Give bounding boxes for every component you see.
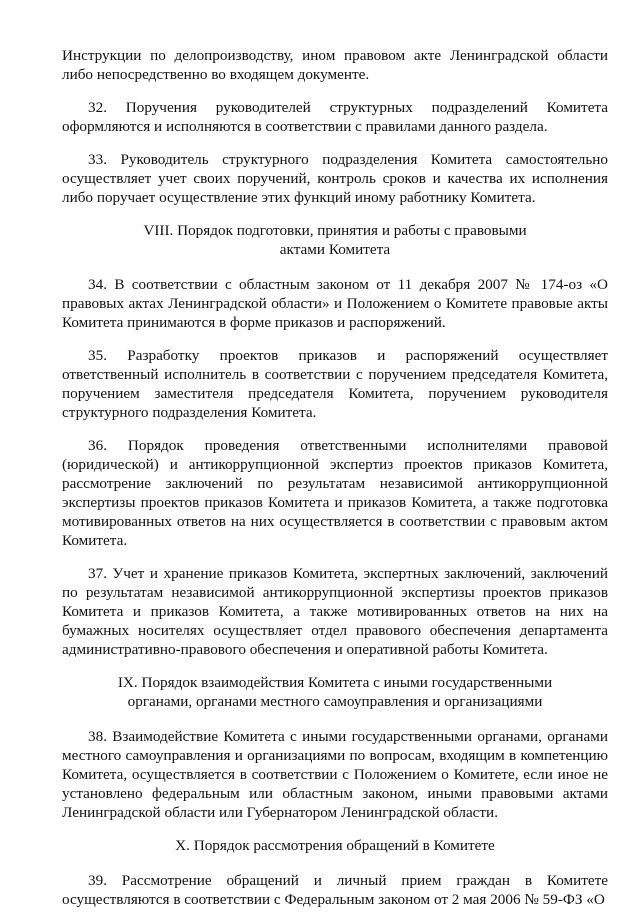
- section-heading-ix-line1: IX. Порядок взаимодействия Комитета с иными государственными: [117, 674, 553, 691]
- paragraph-32: 32. Поручения руководителей структурных подразделений Комитета оформляются и исполняются в соответствии с правилами данного раздела.: [62, 99, 608, 135]
- paragraph-33: 33. Руководитель структурного подразделения Комитета самостоятельно осуществляет учет своих поручений, контроль сроков и качества их исполнения либо поручает осуществление этих функций иному работнику Комитета.: [62, 151, 608, 206]
- section-heading-viii-line1: VIII. Порядок подготовки, принятия и работы с правовыми: [143, 222, 527, 239]
- paragraph-39: 39. Рассмотрение обращений и личный прием граждан в Комитете осуществляются в соответствии с Федеральным законом от 2 мая 2006 № 59-ФЗ «О: [62, 872, 608, 908]
- section-heading-ix: [62, 673, 608, 711]
- paragraph-36: 36. Порядок проведения ответственными исполнителями правовой (юридической) и антикоррупционной экспертиз проектов приказов Комитета, рассмотрение заключений по результатам независимой антикоррупционной экспертизы проектов приказов Комитета и приказов Комитета, а также подготовка мотивированных ответов на них осуществляется в соответствии с правовым актом Комитета.: [62, 437, 608, 549]
- paragraph-37: 37. Учет и хранение приказов Комитета, экспертных заключений, заключений по результатам независимой антикоррупционной экспертизы проектов приказов Комитета и приказов Комитета, а также мотивированных ответов на них на бумажных носителях осуществляет отдел правового обеспечения департамента административно-правового обеспечения и оперативной работы Комитета.: [62, 565, 608, 658]
- section-heading-ix-line2: органами, органами местного самоуправления и организациями: [127, 693, 543, 710]
- document-body: [62, 46, 608, 923]
- section-heading-viii: [62, 221, 608, 259]
- section-heading-x: [62, 836, 608, 855]
- paragraph-35: 35. Разработку проектов приказов и распоряжений осуществляет ответственный исполнитель в соответствии с поручением председателя Комитета, поручением заместителя председателя Комитета, поручением руководителя структурного подразделения Комитета.: [62, 347, 608, 421]
- paragraph-34: 34. В соответствии с областным законом от 11 декабря 2007 № 174-оз «О правовых актах Ленинградской области» и Положением о Комитете правовые акты Комитета принимаются в форме приказов и распоряжений.: [62, 276, 608, 331]
- paragraph-intro: Инструкции по делопроизводству, ином правовом акте Ленинградской области либо непосредственно во входящем документе.: [62, 47, 608, 83]
- section-heading-x-line1: X. Порядок рассмотрения обращений в Комитете: [175, 837, 495, 854]
- section-heading-viii-line2: актами Комитета: [279, 241, 391, 258]
- paragraph-38: 38. Взаимодействие Комитета с иными государственными органами, органами местного самоуправления и организациями по вопросам, входящим в компетенцию Комитета, осуществляется в соответствии с Положением о Комитете, если иное не установлено федеральным или областным законом, иными правовыми актами Ленинградской области или Губернатором Ленинградской области.: [62, 728, 608, 821]
